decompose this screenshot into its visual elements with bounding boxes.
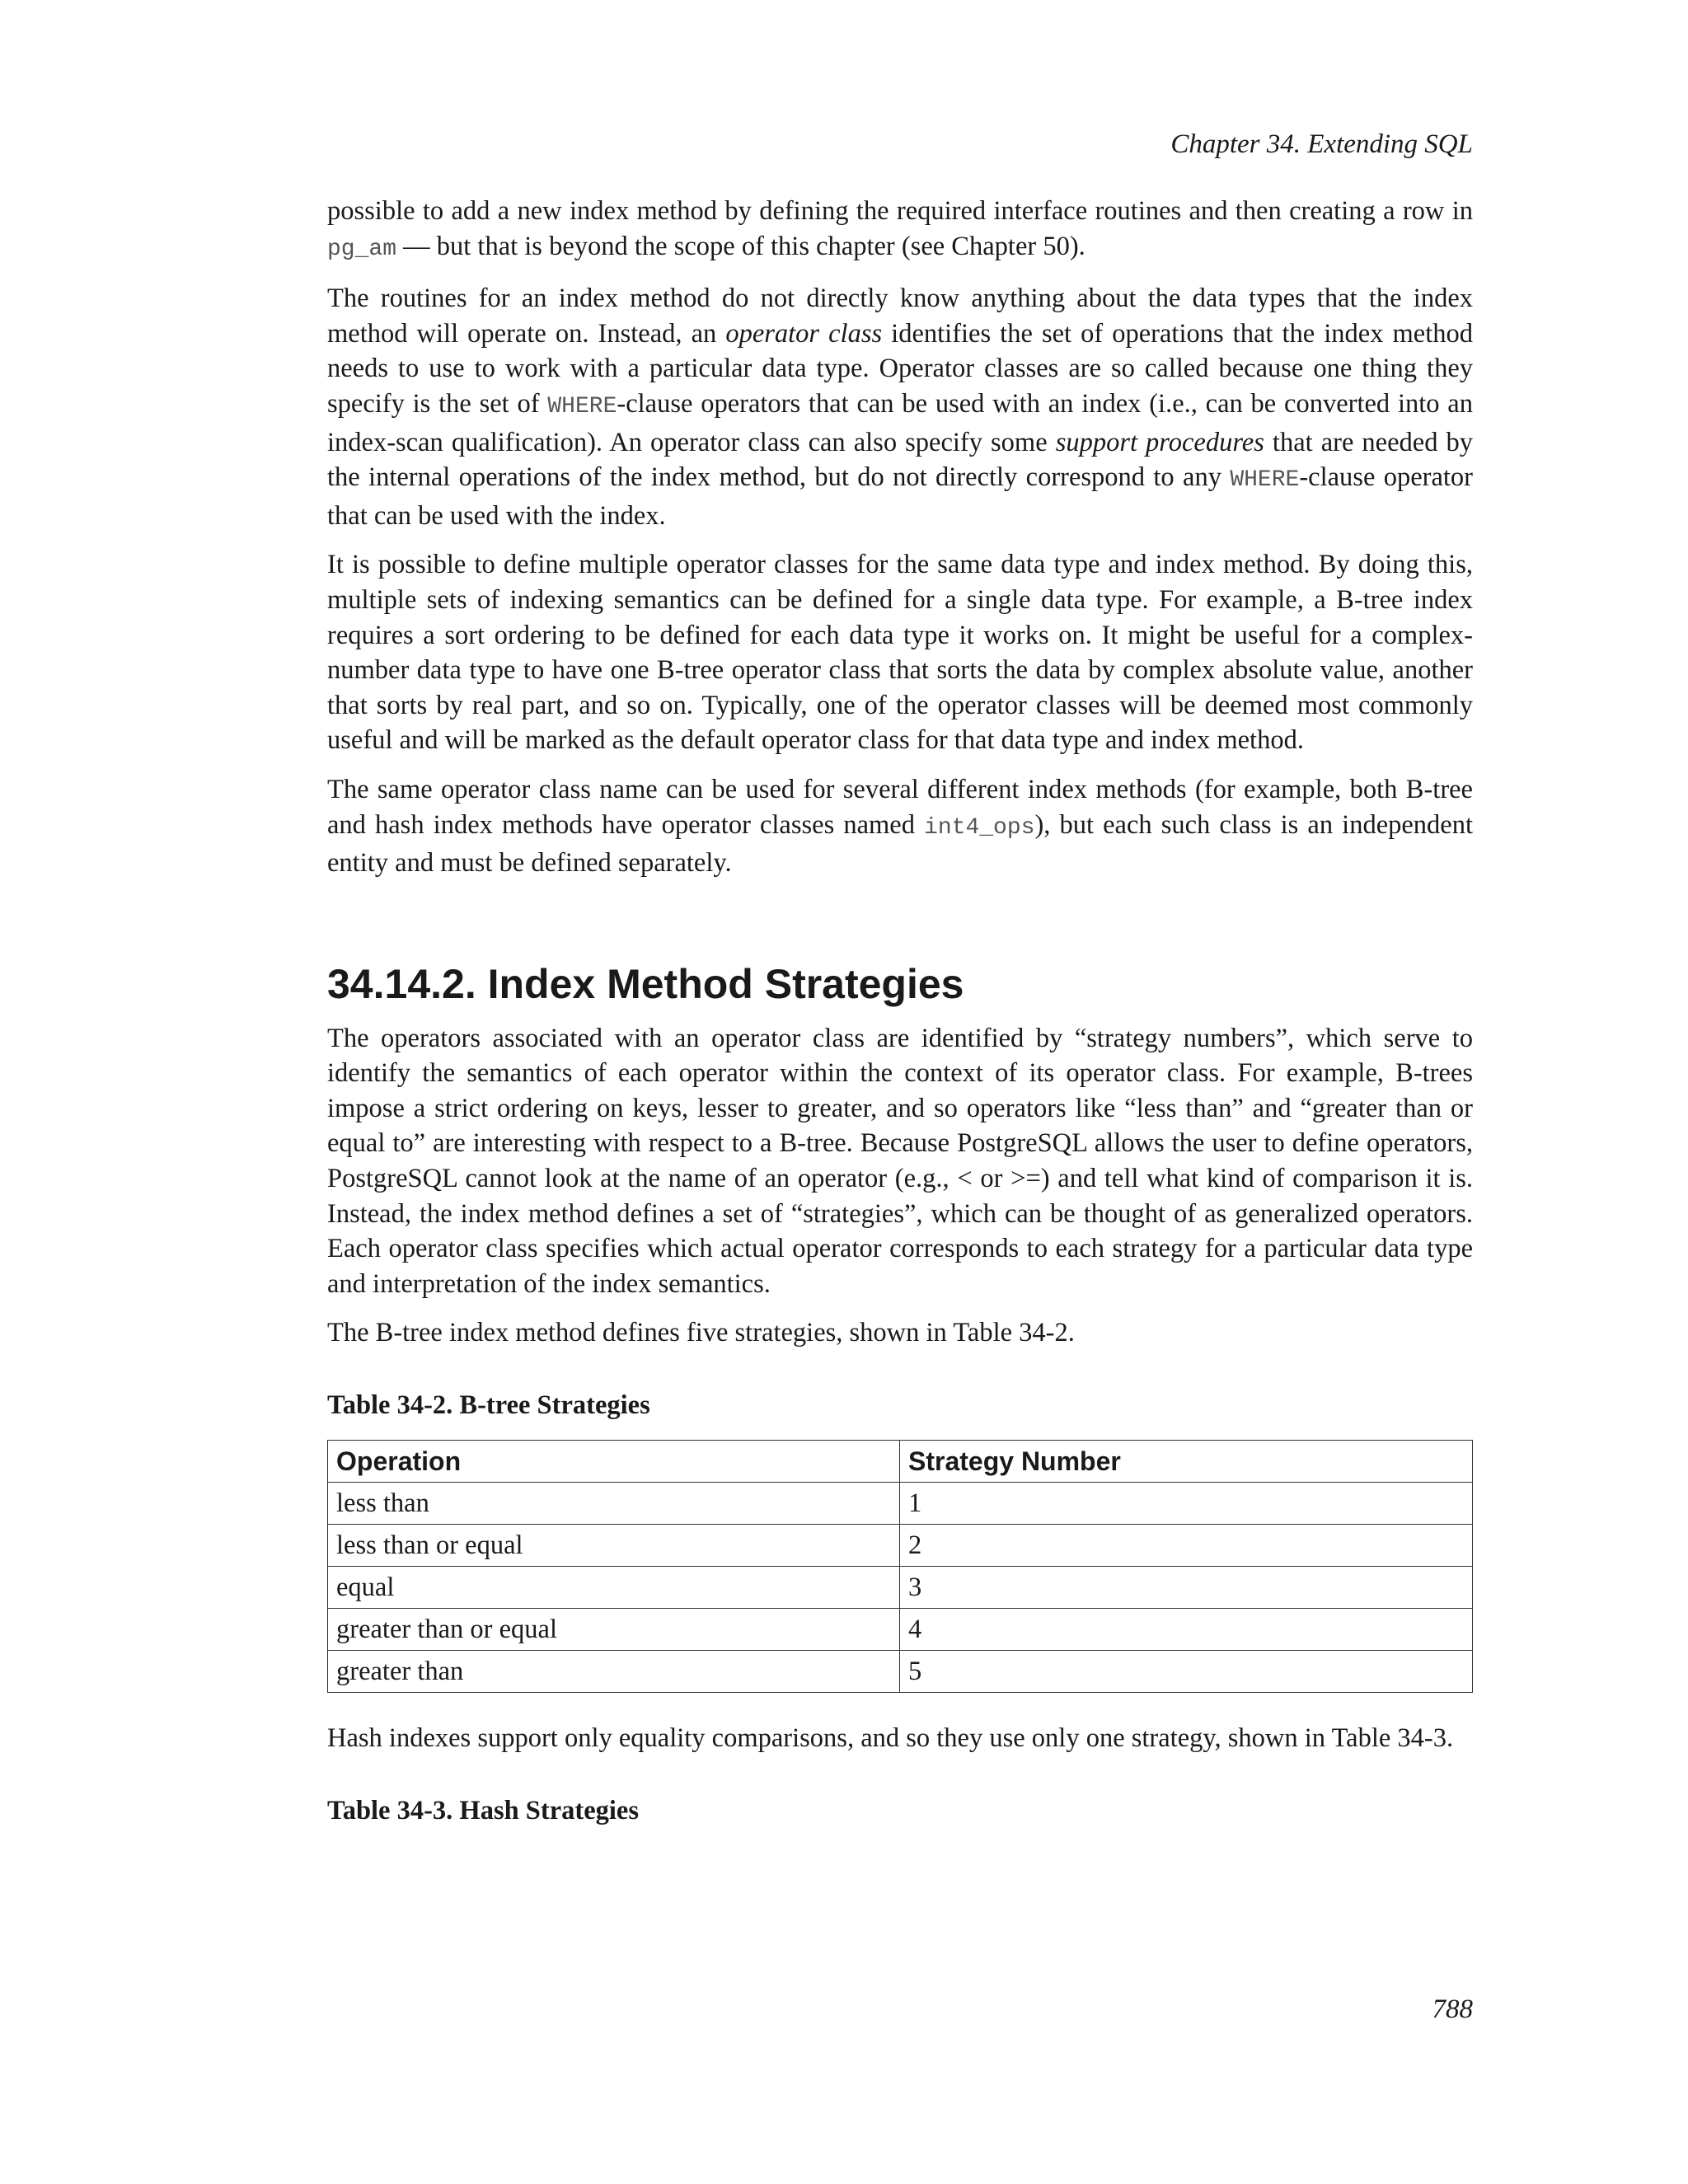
term-operator-class: operator class <box>725 318 883 349</box>
column-header-operation: Operation <box>328 1441 900 1483</box>
table-row <box>328 1525 1473 1567</box>
paragraph-text: that are needed by the internal operations of the index method, but do not directly correspond to any <box>327 427 1473 493</box>
code-where: WHERE <box>1230 467 1300 494</box>
cell-operation: less than or equal <box>328 1525 900 1567</box>
paragraph-text: The same operator class name can be used for several different index methods (for example, both B-tree and hash index methods have operator classes named <box>327 774 1473 840</box>
paragraph-text: — but that is beyond the scope of this chapter (see Chapter 50). <box>396 231 1085 261</box>
code-int4-ops: int4_ops <box>924 814 1035 841</box>
paragraph-text: ), but each such class is an independent entity and must be defined separately. <box>327 809 1473 879</box>
paragraph-strategy-numbers: The operators associated with an operator class are identified by “strategy numbers”, which serve to identify the semantics of each operator within the context of its operator class. For example, B-trees impose a strict ordering on keys, lesser to greater, and so operators like “less than” and “greater than or equal to” are interesting with respect to a B-tree. Because PostgreSQL allows the user to define operators, PostgreSQL cannot look at the name of an operator (e.g., < or >=) and tell what kind of comparison it is. Instead, the index method defines a set of “strategies”, which can be thought of as generalized operators. Each operator class specifies which actual operator corresponds to each strategy for a particular data type and interpretation of the index semantics. <box>327 1023 1473 1299</box>
running-header: Chapter 34. Extending SQL <box>1170 129 1473 159</box>
cell-operation: greater than <box>328 1651 900 1693</box>
cell-operation: less than <box>328 1483 900 1525</box>
cell-strategy-number: 5 <box>900 1651 1473 1693</box>
cell-strategy-number: 2 <box>900 1525 1473 1567</box>
cell-strategy-number: 4 <box>900 1609 1473 1651</box>
cell-operation: greater than or equal <box>328 1609 900 1651</box>
cell-strategy-number: 1 <box>900 1483 1473 1525</box>
paragraph-same-class-name <box>327 772 1473 881</box>
cell-operation: equal <box>328 1567 900 1609</box>
code-where: WHERE <box>547 393 617 419</box>
column-header-strategy-number: Strategy Number <box>900 1441 1473 1483</box>
term-support-procedures: support procedures <box>1055 427 1264 457</box>
table-row <box>328 1609 1473 1651</box>
table-row <box>328 1483 1473 1525</box>
table-row <box>328 1651 1473 1693</box>
table-row <box>328 1567 1473 1609</box>
btree-strategies-table <box>327 1440 1473 1693</box>
table-title-btree: Table 34-2. B-tree Strategies <box>327 1390 650 1421</box>
paragraph-hash-indexes: Hash indexes support only equality comparisons, and so they use only one strategy, shown in Table 34-3. <box>327 1723 1454 1754</box>
paragraph-text: -clause operators that can be used with an index (i.e., can be converted into an index-scan qualification). An operator class can also specify some <box>327 388 1473 457</box>
cell-strategy-number: 3 <box>900 1567 1473 1609</box>
paragraph-text: The routines for an index method do not directly know anything about the data types that the index method will operate on. Instead, an <box>327 284 1473 349</box>
paragraph-index-method-intro <box>327 194 1473 267</box>
paragraph-text: identifies the set of operations that the index method needs to use to work with a particular data type. Operator classes are so called because one thing they specify is the set of <box>327 318 1473 419</box>
table-title-hash: Table 34-3. Hash Strategies <box>327 1795 639 1825</box>
code-pg-am: pg_am <box>327 236 397 262</box>
table-header-row <box>328 1441 1473 1483</box>
paragraph-multiple-classes <box>327 547 1473 758</box>
section-heading: 34.14.2. Index Method Strategies <box>327 960 964 1007</box>
paragraph-btree-strategies: The B-tree index method defines five strategies, shown in Table 34-2. <box>327 1318 1075 1348</box>
paragraph-text: It is possible to define multiple operator classes for the same data type and index method. By doing this, multiple sets of indexing semantics can be defined for a single data type. For example, a B-tree index requires a sort ordering to be defined for each data type it works on. It might be useful for a complex-number data type to have one B-tree operator class that sorts the data by complex absolute value, another that sorts by real part, and so on. Typically, one of the operator classes will be deemed most commonly useful and will be marked as the default operator class for that data type and index method. <box>327 550 1473 756</box>
page-content <box>327 194 1473 1845</box>
paragraph-text: -clause operator that can be used with the index. <box>327 462 1473 531</box>
paragraph-operator-class <box>327 281 1473 533</box>
page-number: 788 <box>1432 1994 1473 2024</box>
paragraph-text: possible to add a new index method by defining the required interface routines and then creating a row in <box>327 196 1473 226</box>
